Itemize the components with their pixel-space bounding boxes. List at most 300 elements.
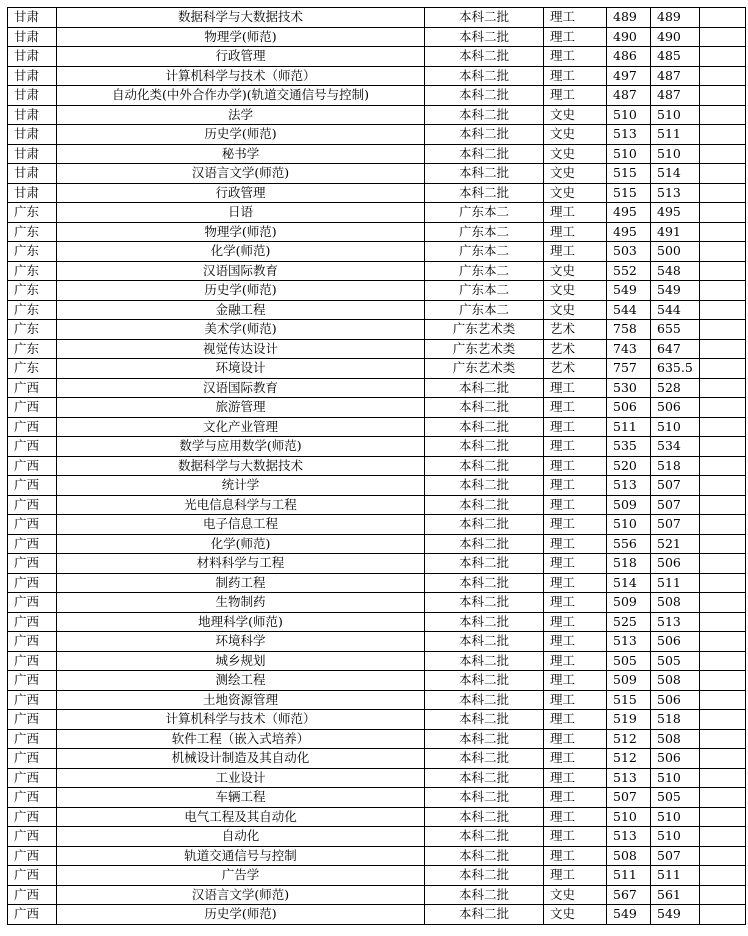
min-score-cell: 508 [651,593,700,613]
batch-cell: 本科二批 [425,749,544,769]
extra-cell [700,359,746,379]
batch-cell: 本科二批 [425,554,544,574]
batch-cell: 本科二批 [425,86,544,106]
category-cell: 文史 [544,125,607,145]
table-row [8,359,746,379]
province-cell: 广西 [8,378,57,398]
province-cell: 广西 [8,417,57,437]
table-row [8,515,746,535]
batch-cell: 本科二批 [425,710,544,730]
major-cell: 化学(师范) [57,242,425,262]
min-score-cell: 507 [651,515,700,535]
extra-cell [700,495,746,515]
table-row [8,534,746,554]
province-cell: 广东 [8,339,57,359]
province-cell: 广东 [8,320,57,340]
province-cell: 广东 [8,300,57,320]
province-cell: 广西 [8,671,57,691]
extra-cell [700,788,746,808]
table-row [8,66,746,86]
extra-cell [700,183,746,203]
max-score-cell: 520 [607,456,651,476]
min-score-cell: 495 [651,203,700,223]
extra-cell [700,300,746,320]
batch-cell: 广东本二 [425,222,544,242]
min-score-cell: 521 [651,534,700,554]
table-row [8,47,746,67]
extra-cell [700,690,746,710]
table-row [8,300,746,320]
min-score-cell: 506 [651,632,700,652]
max-score-cell: 510 [607,515,651,535]
batch-cell: 本科二批 [425,690,544,710]
max-score-cell: 544 [607,300,651,320]
batch-cell: 广东本二 [425,300,544,320]
max-score-cell: 497 [607,66,651,86]
province-cell: 广西 [8,788,57,808]
extra-cell [700,417,746,437]
extra-cell [700,125,746,145]
batch-cell: 本科二批 [425,144,544,164]
extra-cell [700,710,746,730]
table-row [8,456,746,476]
min-score-cell: 511 [651,573,700,593]
extra-cell [700,671,746,691]
table-row [8,339,746,359]
min-score-cell: 518 [651,710,700,730]
major-cell: 制药工程 [57,573,425,593]
min-score-cell: 507 [651,846,700,866]
min-score-cell: 655 [651,320,700,340]
province-cell: 广东 [8,359,57,379]
extra-cell [700,885,746,905]
batch-cell: 广东本二 [425,261,544,281]
province-cell: 广西 [8,729,57,749]
min-score-cell: 505 [651,788,700,808]
min-score-cell: 507 [651,476,700,496]
extra-cell [700,398,746,418]
batch-cell: 本科二批 [425,417,544,437]
max-score-cell: 486 [607,47,651,67]
max-score-cell: 513 [607,632,651,652]
batch-cell: 本科二批 [425,612,544,632]
max-score-cell: 518 [607,554,651,574]
batch-cell: 本科二批 [425,651,544,671]
category-cell: 理工 [544,573,607,593]
major-cell: 计算机科学与技术（师范） [57,66,425,86]
batch-cell: 本科二批 [425,905,544,925]
category-cell: 理工 [544,203,607,223]
major-cell: 历史学(师范) [57,905,425,925]
province-cell: 广西 [8,710,57,730]
min-score-cell: 508 [651,729,700,749]
max-score-cell: 514 [607,573,651,593]
table-row [8,573,746,593]
major-cell: 软件工程（嵌入式培养） [57,729,425,749]
major-cell: 视觉传达设计 [57,339,425,359]
table-body [8,8,746,925]
category-cell: 理工 [544,456,607,476]
max-score-cell: 509 [607,593,651,613]
table-row [8,788,746,808]
table-row [8,261,746,281]
major-cell: 自动化 [57,827,425,847]
min-score-cell: 510 [651,807,700,827]
min-score-cell: 505 [651,651,700,671]
major-cell: 数据科学与大数据技术 [57,456,425,476]
category-cell: 理工 [544,242,607,262]
table-row [8,281,746,301]
category-cell: 理工 [544,827,607,847]
major-cell: 数学与应用数学(师范) [57,437,425,457]
category-cell: 艺术 [544,339,607,359]
major-cell: 数据科学与大数据技术 [57,8,425,28]
province-cell: 广西 [8,476,57,496]
extra-cell [700,554,746,574]
max-score-cell: 757 [607,359,651,379]
table-row [8,320,746,340]
major-cell: 材料科学与工程 [57,554,425,574]
extra-cell [700,846,746,866]
min-score-cell: 518 [651,456,700,476]
max-score-cell: 511 [607,417,651,437]
batch-cell: 本科二批 [425,476,544,496]
province-cell: 广西 [8,632,57,652]
province-cell: 广西 [8,690,57,710]
extra-cell [700,320,746,340]
province-cell: 甘肃 [8,47,57,67]
table-row [8,378,746,398]
max-score-cell: 507 [607,788,651,808]
min-score-cell: 528 [651,378,700,398]
major-cell: 物理学(师范) [57,222,425,242]
category-cell: 文史 [544,183,607,203]
batch-cell: 本科二批 [425,164,544,184]
table-row [8,632,746,652]
major-cell: 机械设计制造及其自动化 [57,749,425,769]
province-cell: 广西 [8,437,57,457]
major-cell: 历史学(师范) [57,281,425,301]
category-cell: 文史 [544,885,607,905]
category-cell: 理工 [544,846,607,866]
major-cell: 电气工程及其自动化 [57,807,425,827]
category-cell: 理工 [544,47,607,67]
category-cell: 理工 [544,710,607,730]
province-cell: 广西 [8,827,57,847]
province-cell: 广东 [8,281,57,301]
min-score-cell: 549 [651,281,700,301]
category-cell: 理工 [544,222,607,242]
province-cell: 广东 [8,222,57,242]
category-cell: 理工 [544,807,607,827]
min-score-cell: 491 [651,222,700,242]
table-row [8,495,746,515]
table-row [8,27,746,47]
category-cell: 理工 [544,749,607,769]
min-score-cell: 549 [651,905,700,925]
category-cell: 理工 [544,671,607,691]
min-score-cell: 510 [651,417,700,437]
major-cell: 汉语国际教育 [57,261,425,281]
category-cell: 理工 [544,651,607,671]
min-score-cell: 506 [651,398,700,418]
major-cell: 土地资源管理 [57,690,425,710]
admission-score-table [7,7,746,925]
province-cell: 广西 [8,866,57,886]
max-score-cell: 525 [607,612,651,632]
max-score-cell: 495 [607,222,651,242]
major-cell: 电子信息工程 [57,515,425,535]
max-score-cell: 758 [607,320,651,340]
extra-cell [700,86,746,106]
batch-cell: 本科二批 [425,788,544,808]
batch-cell: 本科二批 [425,827,544,847]
extra-cell [700,242,746,262]
table-row [8,222,746,242]
province-cell: 广西 [8,515,57,535]
max-score-cell: 506 [607,398,651,418]
min-score-cell: 510 [651,768,700,788]
min-score-cell: 510 [651,827,700,847]
table-row [8,768,746,788]
category-cell: 文史 [544,105,607,125]
max-score-cell: 512 [607,729,651,749]
major-cell: 环境科学 [57,632,425,652]
max-score-cell: 508 [607,846,651,866]
extra-cell [700,66,746,86]
max-score-cell: 505 [607,651,651,671]
batch-cell: 本科二批 [425,495,544,515]
batch-cell: 广东本二 [425,203,544,223]
max-score-cell: 513 [607,125,651,145]
extra-cell [700,515,746,535]
max-score-cell: 549 [607,281,651,301]
category-cell: 理工 [544,866,607,886]
category-cell: 文史 [544,164,607,184]
category-cell: 理工 [544,86,607,106]
major-cell: 自动化类(中外合作办学)(轨道交通信号与控制) [57,86,425,106]
major-cell: 行政管理 [57,47,425,67]
extra-cell [700,632,746,652]
batch-cell: 本科二批 [425,573,544,593]
max-score-cell: 489 [607,8,651,28]
batch-cell: 广东本二 [425,281,544,301]
extra-cell [700,651,746,671]
category-cell: 理工 [544,495,607,515]
major-cell: 汉语言文学(师范) [57,164,425,184]
table-row [8,8,746,28]
table-row [8,183,746,203]
major-cell: 测绘工程 [57,671,425,691]
major-cell: 旅游管理 [57,398,425,418]
province-cell: 广西 [8,846,57,866]
province-cell: 广西 [8,495,57,515]
province-cell: 甘肃 [8,66,57,86]
max-score-cell: 509 [607,671,651,691]
extra-cell [700,905,746,925]
major-cell: 统计学 [57,476,425,496]
extra-cell [700,203,746,223]
category-cell: 理工 [544,768,607,788]
min-score-cell: 506 [651,554,700,574]
province-cell: 广西 [8,534,57,554]
province-cell: 广西 [8,456,57,476]
max-score-cell: 503 [607,242,651,262]
min-score-cell: 511 [651,866,700,886]
batch-cell: 本科二批 [425,534,544,554]
table-row [8,651,746,671]
min-score-cell: 544 [651,300,700,320]
batch-cell: 广东本二 [425,242,544,262]
province-cell: 甘肃 [8,105,57,125]
table-row [8,554,746,574]
table-row [8,807,746,827]
min-score-cell: 635.5 [651,359,700,379]
extra-cell [700,807,746,827]
category-cell: 理工 [544,729,607,749]
max-score-cell: 743 [607,339,651,359]
batch-cell: 本科二批 [425,885,544,905]
major-cell: 广告学 [57,866,425,886]
major-cell: 轨道交通信号与控制 [57,846,425,866]
province-cell: 广西 [8,573,57,593]
min-score-cell: 490 [651,27,700,47]
province-cell: 广西 [8,749,57,769]
category-cell: 理工 [544,593,607,613]
category-cell: 文史 [544,905,607,925]
major-cell: 行政管理 [57,183,425,203]
major-cell: 光电信息科学与工程 [57,495,425,515]
province-cell: 广西 [8,593,57,613]
max-score-cell: 510 [607,144,651,164]
batch-cell: 本科二批 [425,456,544,476]
province-cell: 广西 [8,807,57,827]
table-row [8,710,746,730]
batch-cell: 本科二批 [425,378,544,398]
extra-cell [700,8,746,28]
province-cell: 甘肃 [8,164,57,184]
major-cell: 环境设计 [57,359,425,379]
min-score-cell: 489 [651,8,700,28]
table-row [8,885,746,905]
province-cell: 广东 [8,242,57,262]
min-score-cell: 487 [651,86,700,106]
table-row [8,866,746,886]
max-score-cell: 519 [607,710,651,730]
min-score-cell: 561 [651,885,700,905]
major-cell: 汉语国际教育 [57,378,425,398]
extra-cell [700,456,746,476]
max-score-cell: 515 [607,164,651,184]
table-row [8,671,746,691]
min-score-cell: 506 [651,749,700,769]
category-cell: 理工 [544,27,607,47]
category-cell: 理工 [544,515,607,535]
major-cell: 历史学(师范) [57,125,425,145]
extra-cell [700,339,746,359]
category-cell: 艺术 [544,359,607,379]
batch-cell: 本科二批 [425,125,544,145]
province-cell: 广西 [8,651,57,671]
min-score-cell: 514 [651,164,700,184]
table-row [8,203,746,223]
max-score-cell: 487 [607,86,651,106]
batch-cell: 本科二批 [425,593,544,613]
province-cell: 广西 [8,768,57,788]
table-row [8,164,746,184]
province-cell: 广西 [8,905,57,925]
province-cell: 广东 [8,203,57,223]
batch-cell: 本科二批 [425,671,544,691]
extra-cell [700,729,746,749]
batch-cell: 本科二批 [425,27,544,47]
max-score-cell: 510 [607,105,651,125]
batch-cell: 广东艺术类 [425,339,544,359]
major-cell: 美术学(师范) [57,320,425,340]
max-score-cell: 552 [607,261,651,281]
batch-cell: 本科二批 [425,632,544,652]
max-score-cell: 556 [607,534,651,554]
batch-cell: 本科二批 [425,807,544,827]
table-row [8,729,746,749]
category-cell: 理工 [544,476,607,496]
batch-cell: 本科二批 [425,846,544,866]
major-cell: 城乡规划 [57,651,425,671]
min-score-cell: 647 [651,339,700,359]
province-cell: 甘肃 [8,144,57,164]
batch-cell: 本科二批 [425,105,544,125]
major-cell: 秘书学 [57,144,425,164]
category-cell: 理工 [544,8,607,28]
major-cell: 工业设计 [57,768,425,788]
category-cell: 文史 [544,261,607,281]
province-cell: 广西 [8,554,57,574]
table-row [8,398,746,418]
batch-cell: 广东艺术类 [425,320,544,340]
table-row [8,125,746,145]
table-row [8,593,746,613]
province-cell: 广西 [8,612,57,632]
max-score-cell: 567 [607,885,651,905]
min-score-cell: 510 [651,105,700,125]
province-cell: 甘肃 [8,86,57,106]
extra-cell [700,612,746,632]
min-score-cell: 508 [651,671,700,691]
table-row [8,437,746,457]
extra-cell [700,261,746,281]
batch-cell: 本科二批 [425,437,544,457]
category-cell: 理工 [544,690,607,710]
category-cell: 文史 [544,300,607,320]
extra-cell [700,27,746,47]
batch-cell: 本科二批 [425,66,544,86]
extra-cell [700,866,746,886]
extra-cell [700,47,746,67]
category-cell: 文史 [544,144,607,164]
max-score-cell: 535 [607,437,651,457]
batch-cell: 本科二批 [425,515,544,535]
min-score-cell: 487 [651,66,700,86]
major-cell: 法学 [57,105,425,125]
extra-cell [700,437,746,457]
batch-cell: 本科二批 [425,8,544,28]
major-cell: 汉语言文学(师范) [57,885,425,905]
max-score-cell: 530 [607,378,651,398]
min-score-cell: 534 [651,437,700,457]
batch-cell: 广东艺术类 [425,359,544,379]
max-score-cell: 495 [607,203,651,223]
min-score-cell: 510 [651,144,700,164]
